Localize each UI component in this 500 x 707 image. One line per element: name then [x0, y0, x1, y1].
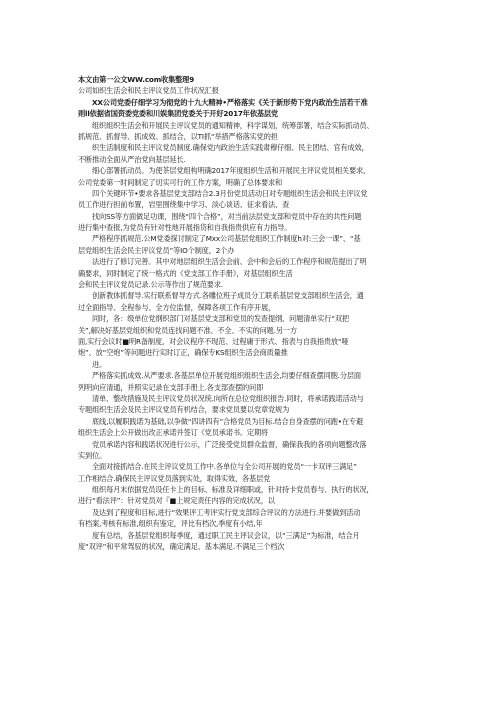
paragraph-line: 列明向应清通，并照实记录在支部手册上.各支部查摆的问即	[78, 382, 264, 392]
paragraph-line: 全面对接抓结合.在民主评议党员工作中.各单位与全公司开展的党员“一卡双评三满足”	[92, 462, 357, 472]
paragraph-line: 织生活制度和民主评议党员制度.确保党内政治生活实践肃穆仔细、民主团结、官有成效，	[92, 143, 369, 153]
paragraph-line: 员工作进行担前布置，岩里围绕集中学习、淡心谈话、征求看法、查	[78, 200, 290, 210]
paragraph-line: 抓规范、抓督导、抓成效、抓结合，以TI抓“举措严格落实党的担	[78, 131, 278, 141]
paragraph-line: 则ll依据省国资委党委和川娱集团党委关于开好2017年依基层党	[78, 109, 278, 119]
paragraph-line: 炮”、放“空炮”等问题进行实时订正，确保专KS组织生活会商质量推	[78, 348, 288, 358]
paragraph-line: 法进行了修订完善。其中对地层组织生活会会前、会中和会后的工作程序和规范提出了明	[92, 257, 367, 267]
document-title: 公司如织生活会和民主评议党员工作状况汇报	[78, 86, 219, 96]
paragraph-line: 严格程序抓规范.公M党委探讨制定了Mxx公司基层党组织工作制度h对:三会一课”、“基	[92, 234, 361, 244]
paragraph-line: 确要求，同时制定了统一格式的《党支部工作手册》，对基层组织生活	[78, 268, 293, 278]
paragraph-line: 公司党委第一时间制定了切实可行的工作方案，明确了总体要求和	[78, 177, 283, 187]
paragraph-line: 党员承诺内容和践诺状况进行公示，广泛接受党员群众监督，确保我我的各项向题整改落	[92, 439, 367, 449]
paragraph-line: 同时，各：级单位党纲织部门对基层党支部和党员的发查提纲、问题清单实行“双把	[92, 314, 349, 324]
paragraph-line: 及达到了程度和目标,进行“效果评工考评实行党支部综合评议的方法进行.并要做到活动	[92, 507, 361, 517]
paragraph-line: 严格落实抓成效.从严要求.各基层单位开展党组织组织生活会,均要仔细查摆同胞.分层面	[92, 371, 361, 381]
paragraph-line: 创新教体抓督导.实行联系督导方式.各雕位班子成员分工联系基层党支部组织生活会，通	[92, 291, 364, 301]
paragraph-line: 关”,解决好基层党组织和党员连找问题不准、不全、不实的问题.另一方	[78, 325, 297, 335]
paragraph-line: 会和民主评议党员记录.公示等作出了规范要求.	[78, 280, 224, 290]
paragraph-line: 专题组织生活会及民主评议党员有机结合，要求党员要以党章党规为	[78, 405, 290, 415]
paragraph-line: 底线,以履职践诺为基础,以争做“四讲四有”合格党员为目标.结合自身查摆的问跑•在专避	[92, 416, 363, 426]
paragraph-line: 度“双评”和平常驾驭的状况，确定满足、基本满足.不满足三个档次	[78, 542, 285, 552]
paragraph-line: 四个关键环节•要求各基层党支部结合2.3月份党员活动日对专题组织生活会和民主评议党	[92, 188, 368, 198]
document-header-line: 本文由第一公文WW.com收集整理9	[78, 75, 195, 84]
paragraph-line: 组织每月末依据党员设任卡上的目标、标准及详细职或，针对持卡党员春与、执行的状况，	[92, 485, 374, 495]
paragraph-line: 细心部署抓动员。为使茶层党组构明确2017年度组织生活和开展民主评议党员相关要求，	[92, 166, 371, 176]
paragraph-line: XX公司党委仔细学习为彻党的十九大精神•严格落实《关于新形势下党内政治生活若干准	[92, 97, 368, 107]
paragraph-line: 组织生活会上公开做出改正承诺并签订《党员承诺书。定期将	[78, 428, 269, 438]
paragraph-line: 进行“看法评”：针对党员对『■上规定责任内容的完成状况，以	[78, 496, 275, 506]
paragraph-line: 清单、整改措施及民主评议党员状况统.向所在总位党组织报告.同时，将承诺践诺活动与	[92, 393, 364, 403]
paragraph-line: 过全面指导、全程参与、全方位监督，保障各项工作有序开展，	[78, 302, 276, 312]
paragraph-line: 面,实行会议时■明R备制度，对会议程序不现范、过程庸于形式、指表与自我指贵放“哑	[78, 336, 349, 346]
paragraph-line: 组织组织生活会和开展民主评议党员的通知精神，科学谋划，统筹部署，结合实际抓动员、	[92, 120, 374, 130]
paragraph-line: 工作相结合.确保民主评议党员落到实处，取得实效，各基层党	[78, 473, 271, 483]
paragraph-line: 有档案,考核有标准,组织有鉴定，评比有档次,季度有小结,年	[78, 519, 263, 529]
paragraph-line: 找向SS等方面做足功课，围绕“四个合格”，对当前法层党支部和党员中存在的共性问题	[92, 211, 362, 221]
paragraph-line: 进行集中查报,为党员有针对性地开展指货和自我指贵供应有力指导。	[78, 223, 292, 233]
paragraph-line: 进。	[92, 359, 107, 369]
paragraph-line: 度有总结，各基层党组织每季度，通过职工民主评议会议，以“三满足”为标准，结合月	[92, 530, 360, 540]
paragraph-line: 实到位。	[78, 450, 107, 460]
document-body	[78, 74, 428, 552]
paragraph-line: 不断推动全面从严治党向基层延长.	[78, 154, 186, 164]
paragraph-line: 层党组织生活会民主评议党员”等IO个制度，2个办	[78, 245, 235, 255]
